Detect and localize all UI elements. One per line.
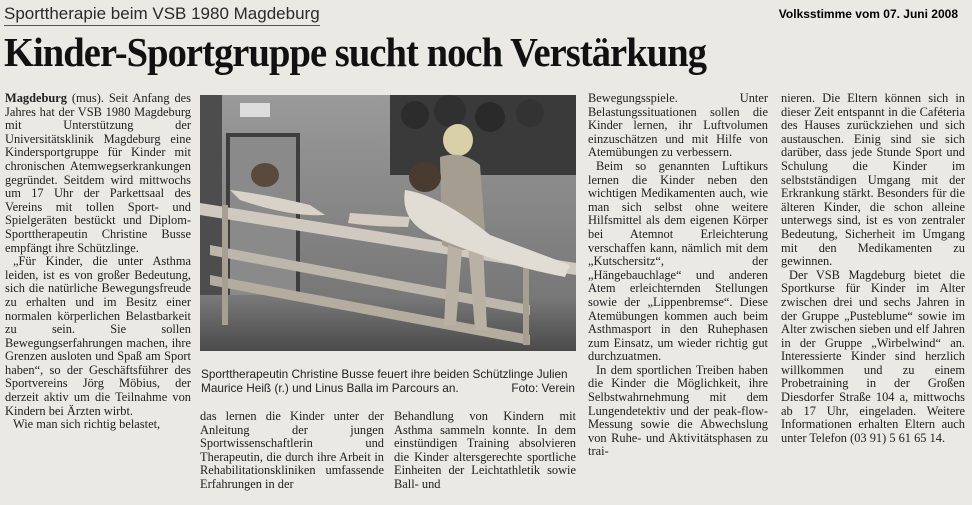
column-4-paragraph-1: nieren. Die Eltern können sich in dieser Zeit entspannt in die Caféteria des Hauses zurückziehen und sich austauschen. Einig sind sie sich darüber, dass jede Stunde Sport und Schulung die Kinder im selbstständigen Umgang mit der Erkrankung stärkt. Besonders für die älteren Kinder, die schon alleine unterwegs sind, ist es von zentraler Bedeutung, Sicherheit im Umgang mit den Medikamenten zu gewinnen. (781, 92, 965, 269)
article-photo (200, 95, 576, 351)
photo-illustration (200, 95, 576, 351)
photo-credit: Foto: Verein (511, 381, 575, 395)
source-note: Volksstimme vom 07. Juni 2008 (778, 7, 958, 21)
column-3 (588, 92, 768, 502)
column-1-paragraph-3: Wie man sich richtig belastet, (13, 417, 161, 432)
column-1 (5, 92, 191, 502)
column-3-paragraph-1: Bewegungsspiele. Unter Belastungssituationen sollen die Kinder lernen, ihr Luftvolumen einzuschätzen und mit Hilfe von Atemübungen zu verbessern. (588, 92, 768, 160)
column-3-paragraph-2: Beim so genannten Luftikurs lernen die Kinder neben den wichtigen Medikamenten auch, wie man sich selbst ohne weitere Hilfsmittel als dem eigenen Körper bei Atemnot Erleichterung verschaffen kann, nämlich mit dem „Kutschersitz“, der „Hängebauchlage“ und anderen Atem erleichternden Stellungen sowie der „Lippenbremse“. Diese Atemübungen kommen auch beim Asthmasport in den Ruhephasen zum Einsatz, um wieder richtig gut durchzuatmen. (588, 158, 768, 364)
kicker-line: Sporttherapie beim VSB 1980 Magdeburg (4, 4, 320, 26)
column-4 (781, 92, 965, 502)
column-3-paragraph-3: In dem sportlichen Treiben haben die Kinder die Möglichkeit, ihre Selbstwahrnehmung mit dem Lungendetektiv und der peak-flow-Messung sowie die Abwechslung von Ruhe- und Aktivitätsphasen zu trai- (588, 362, 768, 459)
headline: Kinder-Sportgruppe sucht noch Verstärkung (4, 29, 707, 75)
column-4-paragraph-2: Der VSB Magdeburg bietet die Sportkurse für Kinder im Alter zwischen drei und sechs Jahren in der Gruppe „Pusteblume“ sowie im Alter zwischen sieben und elf Jahren in der Gruppe „Wirbelwind“ an. Interessierte Kinder sind herzlich willkommen und zu einem Probetraining in der Großen Diesdorfer Straße 104 a, mittwochs ab 17 Uhr, eingeladen. Weitere Informationen erhalten Eltern auch unter Telefon (03 91) 5 61 65 14. (781, 267, 965, 445)
column-3-lower (394, 410, 576, 502)
photo-caption (201, 367, 575, 395)
dateline-place: Magdeburg (5, 92, 67, 105)
column-1-paragraph-1: Magdeburg (mus). Seit Anfang des Jahres hat der VSB 1980 Magdeburg mit Unterstützung der Universitätsklinik Magdeburg eine Kindersportgruppe für Kinder mit chronischen Atemwegserkrankungen gegründet. Seitdem wird mittwochs um 17 Uhr der Parkettsaal des Vereins mit tollen Sport- und Spielgeräten bestückt und Diplom-Sporttherapeutin Christine Busse empfängt ihre Schützlinge. (5, 92, 191, 255)
column-2-paragraph-1: das lernen die Kinder unter der Anleitung der jungen Sportwissenschaftlerin und Therapeutin, die durch ihre Arbeit in Rehabilitationskliniken umfassende Erfahrungen in der (200, 410, 384, 491)
column-3-lower-paragraph-1: Behandlung von Kindern mit Asthma sammeln konnte. In dem einstündigen Training absolvieren die Kinder altersgerechte sportliche Einheiten der Leichtathletik sowie Ball- und (394, 410, 576, 491)
caption-text: Sporttherapeutin Christine Busse feuert ihre beiden Schützlinge Julien Maurice Heiß (r.) und Linus Balla im Parcours an. (201, 367, 568, 395)
column-1-paragraph-2: „Für Kinder, die unter Asthma leiden, ist es von großer Bedeutung, sich die natürliche Bewegungsfreude zu erhalten und im Besitz einer normalen körperlichen Belastbarkeit zu sein. Sie sollen Bewegungserfahrungen machen, ihre Grenzen ausloten und Spaß am Sport haben“, so der Geschäftsführer des Sportvereins Jörg Möbius, der derzeit aktiv um die Teilnahme von Kindern bei Ärzten wirbt. (5, 254, 191, 418)
column-2 (200, 410, 384, 502)
